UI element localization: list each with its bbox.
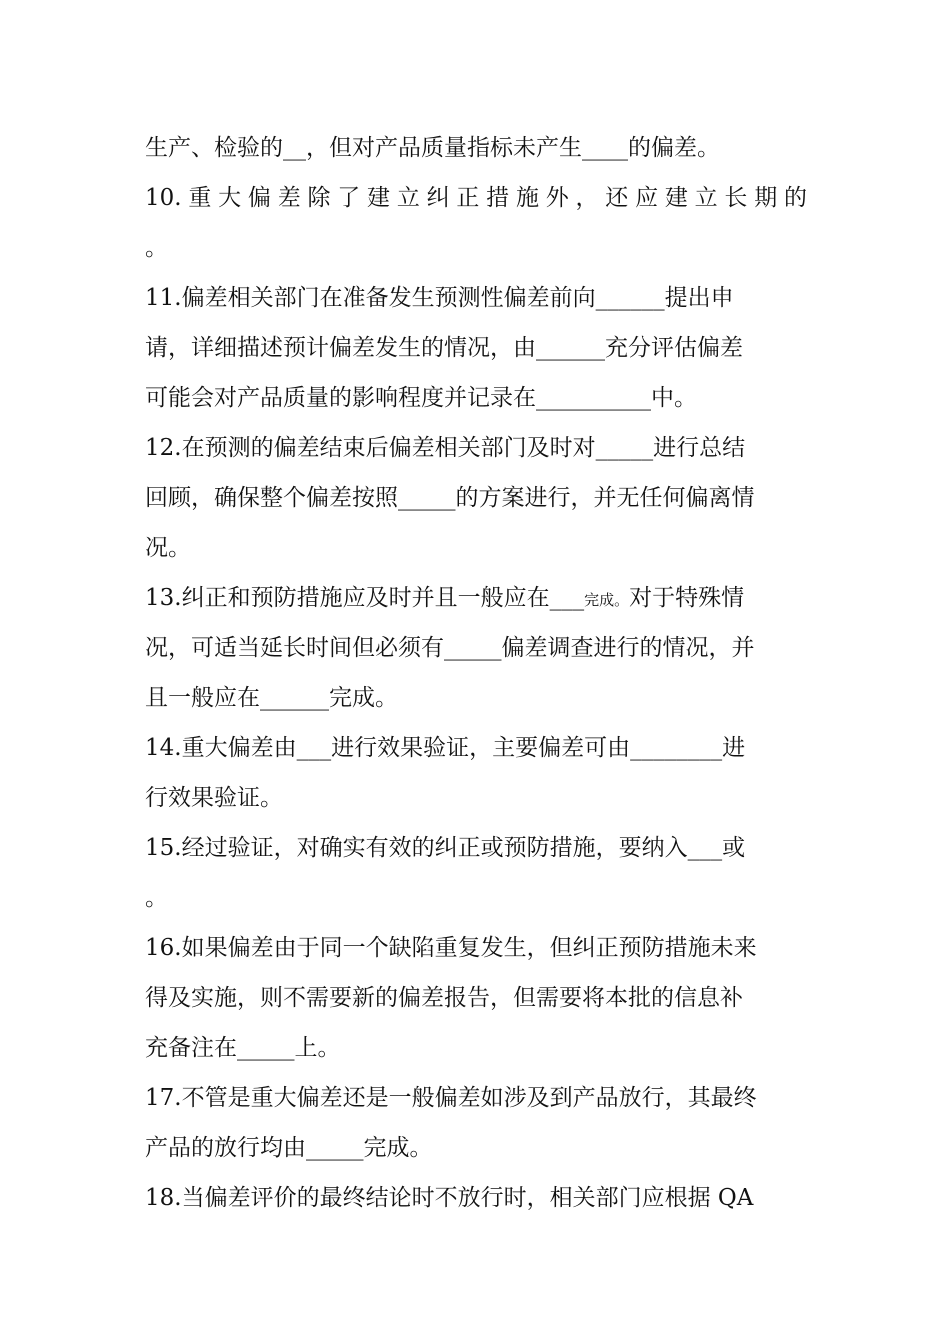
text-line: 充备注在_____上。 — [145, 1035, 341, 1061]
text-line: 产品的放行均由_____完成。 — [145, 1135, 433, 1161]
text-line: 15.经过验证，对确实有效的纠正或预防措施，要纳入___或 — [145, 835, 746, 861]
text-line: 况，可适当延长时间但必须有_____偏差调查进行的情况，并 — [145, 635, 755, 661]
text-line: 况。 — [145, 535, 191, 561]
text-line: 请，详细描述预计偏差发生的情况，由______充分评估偏差 — [145, 335, 743, 361]
text-line: 18.当偏差评价的最终结论时不放行时，相关部门应根据 QA — [145, 1185, 754, 1211]
text-segment: 对于特殊情 — [629, 585, 745, 611]
text-line: 14.重大偏差由___进行效果验证，主要偏差可由________进 — [145, 735, 746, 761]
text-line: 且一般应在______完成。 — [145, 685, 398, 711]
text-line: 。 — [145, 235, 168, 261]
text-line — [145, 583, 807, 615]
text-line: 12.在预测的偏差结束后偏差相关部门及时对_____进行总结 — [145, 435, 746, 461]
text-line: 生产、检验的__，但对产品质量指标未产生____的偏差。 — [145, 135, 720, 161]
text-line: 17.不管是重大偏差还是一般偏差如涉及到产品放行，其最终 — [145, 1085, 757, 1111]
text-line: 得及实施，则不需要新的偏差报告，但需要将本批的信息补 — [145, 985, 743, 1011]
text-line: 可能会对产品质量的影响程度并记录在__________中。 — [145, 385, 697, 411]
text-line: 16.如果偏差由于同一个缺陷重复发生，但纠正预防措施未来 — [145, 935, 757, 961]
small-text-segment: 完成。 — [584, 591, 630, 609]
text-segment: 13.纠正和预防措施应及时并且一般应在___ — [145, 585, 585, 611]
text-line: 11.偏差相关部门在准备发生预测性偏差前向______提出申 — [145, 285, 734, 311]
text-line: 行效果验证。 — [145, 785, 283, 811]
text-line: 。 — [145, 885, 168, 911]
text-line: 回顾，确保整个偏差按照_____的方案进行，并无任何偏离情 — [145, 485, 755, 511]
text-line: 10.重大偏差除了建立纠正措施外，还应建立长期的 — [145, 185, 807, 211]
